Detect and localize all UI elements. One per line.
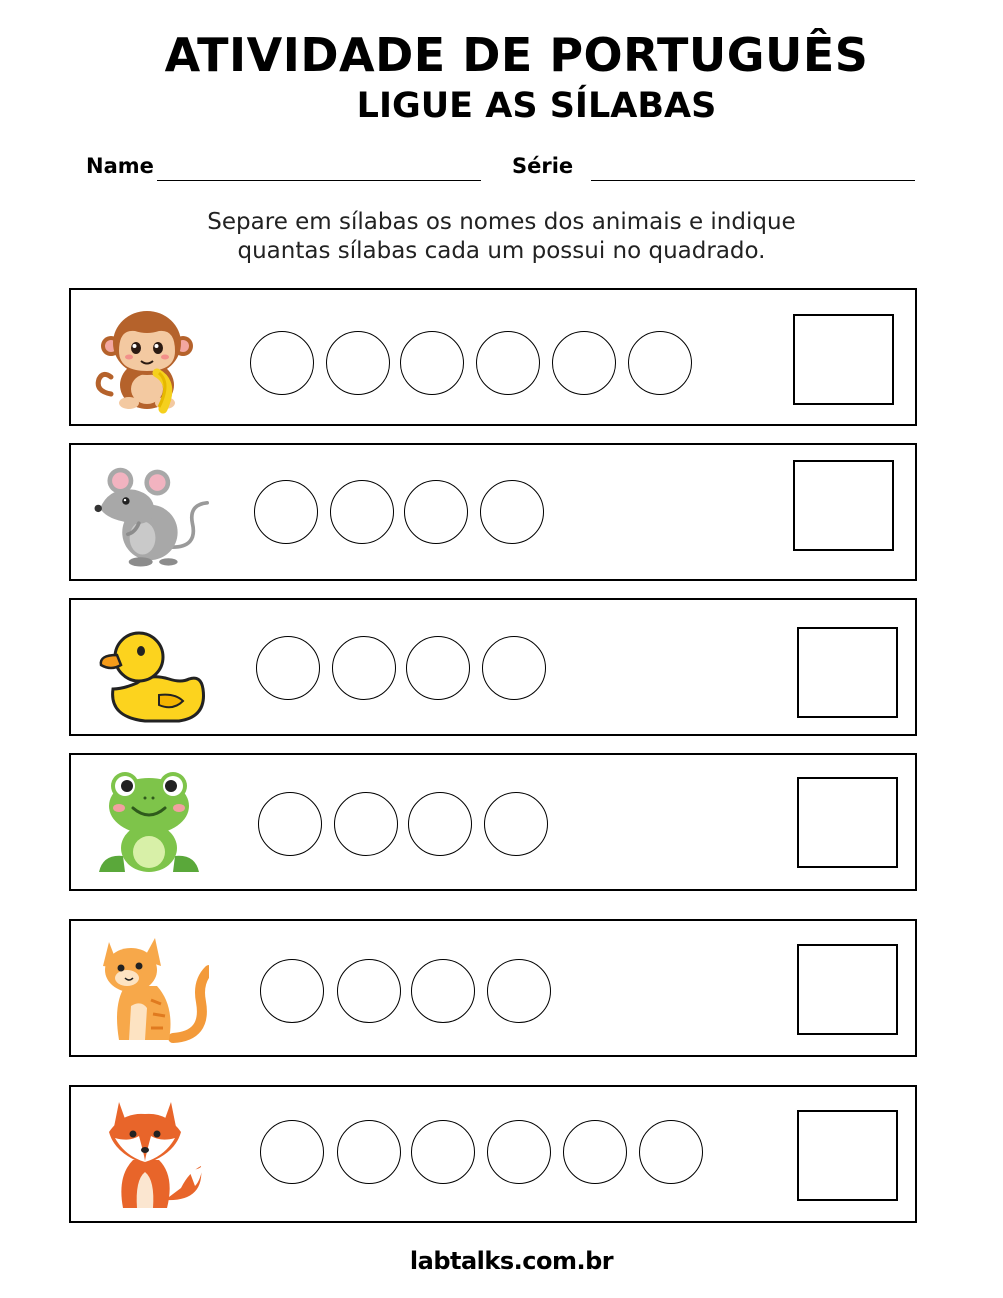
cat-icon	[89, 930, 209, 1048]
syllable-circle[interactable]	[411, 1120, 475, 1184]
syllable-circle[interactable]	[404, 480, 468, 544]
syllable-circle[interactable]	[411, 959, 475, 1023]
grade-field[interactable]	[591, 180, 915, 181]
duck-icon	[89, 609, 209, 727]
syllable-circle[interactable]	[334, 792, 398, 856]
instruction-text	[0, 208, 1003, 266]
syllable-circle[interactable]	[552, 331, 616, 395]
frog-icon	[89, 764, 209, 882]
syllable-circle[interactable]	[482, 636, 546, 700]
syllable-circle[interactable]	[260, 1120, 324, 1184]
exercise-row-fox	[69, 1085, 917, 1223]
exercise-row-duck	[69, 598, 917, 736]
monkey-icon	[89, 299, 209, 417]
syllable-circle[interactable]	[484, 792, 548, 856]
fox-icon	[89, 1096, 209, 1214]
exercise-row-mouse	[69, 443, 917, 581]
instruction-line-2: quantas sílabas cada um possui no quadrado.	[237, 238, 766, 264]
syllable-circle[interactable]	[628, 331, 692, 395]
syllable-circle[interactable]	[326, 331, 390, 395]
page-subtitle: LIGUE AS SÍLABAS	[356, 86, 717, 126]
footer-site: labtalks.com.br	[409, 1247, 614, 1275]
syllable-count-box[interactable]	[797, 944, 898, 1035]
syllable-circle[interactable]	[256, 636, 320, 700]
syllable-count-box[interactable]	[793, 314, 894, 405]
syllable-circle[interactable]	[330, 480, 394, 544]
syllable-count-box[interactable]	[793, 460, 894, 551]
syllable-circle[interactable]	[639, 1120, 703, 1184]
name-field[interactable]	[157, 180, 481, 181]
syllable-circle[interactable]	[400, 331, 464, 395]
exercise-row-cat	[69, 919, 917, 1057]
page-title: ATIVIDADE DE PORTUGUÊS	[164, 28, 869, 82]
mouse-icon	[89, 454, 209, 572]
name-label: Name	[86, 154, 154, 178]
syllable-count-box[interactable]	[797, 1110, 898, 1201]
syllable-circle[interactable]	[487, 959, 551, 1023]
syllable-circle[interactable]	[254, 480, 318, 544]
syllable-circle[interactable]	[487, 1120, 551, 1184]
exercise-row-monkey	[69, 288, 917, 426]
instruction-line-1: Separe em sílabas os nomes dos animais e indique	[207, 209, 796, 235]
syllable-circle[interactable]	[476, 331, 540, 395]
syllable-circle[interactable]	[480, 480, 544, 544]
syllable-circle[interactable]	[260, 959, 324, 1023]
syllable-count-box[interactable]	[797, 777, 898, 868]
syllable-circle[interactable]	[406, 636, 470, 700]
exercise-row-frog	[69, 753, 917, 891]
syllable-circle[interactable]	[332, 636, 396, 700]
syllable-circle[interactable]	[258, 792, 322, 856]
syllable-circle[interactable]	[250, 331, 314, 395]
syllable-circle[interactable]	[408, 792, 472, 856]
syllable-circle[interactable]	[337, 1120, 401, 1184]
syllable-circle[interactable]	[563, 1120, 627, 1184]
grade-label: Série	[512, 154, 574, 178]
syllable-count-box[interactable]	[797, 627, 898, 718]
syllable-circle[interactable]	[337, 959, 401, 1023]
